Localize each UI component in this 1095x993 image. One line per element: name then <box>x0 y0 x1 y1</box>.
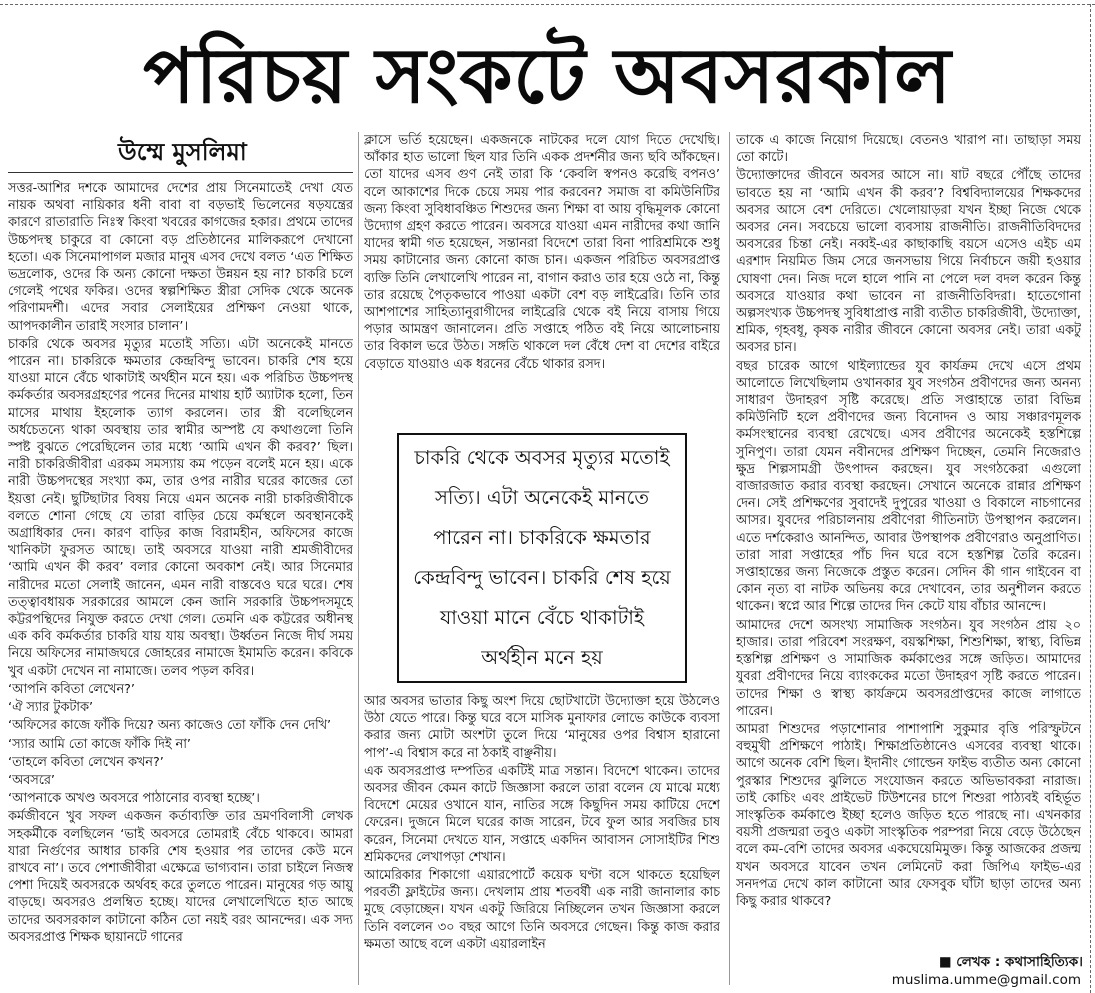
article-column-2-top <box>364 132 720 422</box>
paragraph: সত্তর-আশির দশকে আমাদের দেশের প্রায় সিনেমাতেই দেখা যেত নায়ক অথবা নায়িকার ধনী বাবা বা বড়ভাই ভিলেনের ষড়যন্ত্রের কারণে রাতারাতি নিঃস্ব কিংবা খবরের কাগজের হকার। প্রথমে তাদের উচ্চপদস্থ চাকুরে বা কোনো বড় প্রতিষ্ঠানের মালিকরূপে দেখানো হতো। এক সিনেমাপাগল মজার মানুষ এসব দেখে বলত ‘এত শিক্ষিত ভদ্রলোক, ওদের কি অন্য কোনো দক্ষতা উন্নয়ন হয় না? চাকরি চলে গেলেই পথের ফকির। ওদের স্বল্পশিক্ষিত স্ত্রীরা সেদিক থেকে অনেক পরিণামদর্শী। এদের সবার সেলাইয়ের প্রশিক্ষণ নেওয়া থাকে, আপদকালীন তারাই সংসার চালান’। <box>8 181 353 334</box>
paragraph: তাকে এ কাজে নিয়োগ দিয়েছে। বেতনও খারাপ না। তাছাড়া সময় তো কাটে। <box>736 133 1081 166</box>
right-dashed-border <box>1090 4 1091 993</box>
paragraph: উদ্যোক্তাদের জীবনে অবসর আসে না। ষাট বছরে পৌঁছে তাদের ভাবতে হয় না ‘আমি এখন কী করব’? বিশ্ববিদ্যালয়ের শিক্ষকদের অবসর আসে বেশ দেরিতে। খেলোয়াড়রা যখন ইচ্ছা নিজে থেকে অবসর নেন। সবচেয়ে ভালো ব্যবসায় রাজনীতি। রাজনীতিবিদদের অবসরের চিন্তা নেই। নব্বই-এর কাছাকাছি বয়সে এসেও এইচ এম এরশাদ নিয়মিত জিম সেরে জনসভায় গিয়ে নির্বাচনে জয়ী হওয়ার ঘোষণা দেন। নিজ দলে হালে পানি না পেলে দল বদল করেন কিন্তু অবসরে যাওয়ার কথা ভাবেন না রাজনীতিবিদরা। হাতেগোনা অল্পসংখ্যক উচ্চপদস্থ সুবিধাপ্রাপ্ত নারী ব্যতীত চাকরিজীবী, উদ্যোক্তা, শ্রমিক, গৃহবধূ, কৃষক নারীর জীবনে কোনো অবসর নেই। তারা একটু অবসর চান। <box>736 168 1081 356</box>
paragraph: বছর চারেক আগে থাইল্যান্ডের যুব কার্যক্রম দেখে এসে প্রথম আলোতে লিখেছিলাম ওখানকার যুব সংগঠন প্রবীণদের জন্য অনন্য সাধারণ উদাহরণ সৃষ্টি করেছে। প্রতি সপ্তাহান্তে তারা বিভিন্ন কমিউনিটি হলে প্রবীণদের জন্য বিনোদন ও আয় সঞ্চারণমূলক কর্মসংস্থানের ব্যবস্থা রেখেছে। এসব প্রবীণের অনেকেই হস্তশিল্পে সুনিপুণ। তারা যেমন নবীনদের প্রশিক্ষণ দিচ্ছেন, তেমনি নিজেরাও ক্ষুদ্র শিল্পসামগ্রী উৎপাদন করছেন। যুব সংগঠকেরা এগুলো বাজারজাত করার ব্যবস্থা করছেন। সেখানে অনেকে রান্নার প্রশিক্ষণ দেন। সেই প্রশিক্ষণের সুবাদেই দুপুরের খাওয়া ও বিকালে নাচগানের আসর। যুবদের পরিচালনায় প্রবীণেরা গীতিনাট্য উপস্থাপন করলেন। এতে দর্শকেরাও আনন্দিত, আবার উপস্থাপক প্রবীণেরাও অনুপ্রাণিত। তারা সারা সপ্তাহের পাঁচ দিন ঘরে বসে হস্তশিল্প তৈরি করেন। সপ্তাহান্তের জন্য নিজেকে প্রস্তুত করেন। সেদিন কী গান গাইবেন বা কোন নৃত্য বা নাটক অভিনয় করে দেখাবেন, তার অনুশীলন করতে থাকেন। স্বপ্নে আর শিল্পে তাদের দিন কেটে যায় বাঁচার আনন্দে। <box>736 358 1081 615</box>
pull-quote-box <box>397 433 687 683</box>
article-headline: পরিচয় সংকটে অবসরকাল <box>143 31 952 120</box>
dialogue-line: ‘অফিসের কাজে ফাঁকি দিয়ে? অন্য কাজেও তো ফাঁকি দেন দেখি’ <box>8 718 332 734</box>
article-column-2-bottom <box>364 693 720 990</box>
dialogue-line: ‘অবসরে’ <box>8 772 55 788</box>
dialogue-line: ‘আপনাকে অখণ্ড অবসরে পাঠানোর ব্যবস্থা হচ্ছে’। <box>8 791 260 807</box>
author-credit: ■ লেখক : কথাসাহিত্যিক। <box>938 954 1083 970</box>
paragraph: আমেরিকার শিকাগো এয়ারপোর্টে কয়েক ঘণ্টা বসে থাকতে হয়েছিল পরবর্তী ফ্লাইটের জন্য। দেখলাম প্রায় শতবর্ষী এক নারী জানালার কাচ মুছে বেড়াচ্ছেন। যখন একটু জিরিয়ে নিচ্ছিলেন তখন জিজ্ঞাসা করলে তিনি বললেন ৩০ বছর আগে তিনি অবসরে গেছেন। কিন্তু কাজ করার ক্ষমতা আছে বলে একটা এয়ারলাইন <box>364 868 720 952</box>
paragraph: আর অবসর ভাতার কিছু অংশ দিয়ে ছোটখাটো উদ্যোক্তা হয়ে উঠলেও উঠা যেতে পারে। কিন্তু ঘরে বসে মাসিক মুনাফার লোভে কাউকে ব্যবসা করার জন্য মোটা অংশটা তুলে দিয়ে ‘মানুষের ওপর বিশ্বাস হারানো পাপ’-এ বিশ্বাস করে না ঠকাই বাঞ্ছনীয়। <box>364 694 720 761</box>
dialogue-line: ‘ঐ স্যার টুকটাক’ <box>8 700 94 716</box>
article-column-1 <box>8 180 353 990</box>
paragraph: আমরা শিশুদের পড়াশোনার পাশাপাশি সুকুমার বৃত্তি পরিস্ফুটনে বহুমুখী প্রশিক্ষণে পাঠাই। শিক্ষাপ্রতিষ্ঠানেও এসবের ব্যবস্থা থাকে। আগে অনেক বেশি ছিল। ইদানীং গোল্ডেন ফাইভ ব্যতীত অন্য কোনো পুরস্কার শিশুদের ঝুলিতে সংযোজন করতে অভিভাবকরা নারাজ। তাই কোচিং এবং প্রাইভেট টিউশনের চাপে শিশুরা পাঠ্যবই বহির্ভূত সাংস্কৃতিক কর্মকাণ্ডে ইচ্ছা হলেও জড়িত হতে পারছে না। এখনকার বয়সী প্রজন্মরা তবুও একটা সাংস্কৃতিক পরম্পরা নিয়ে বেড়ে উঠেছেন বলে কম-বেশি তাদের অবসর একঘেয়েমিমুক্ত। কিন্তু আজকের প্রজন্ম যখন অবসরে যাবেন তখন লেমিনেট করা জিপিএ ফাইভ-এর সনদপত্র দেখে কাল কাটানো আর ফেসবুক ঘাঁটা ছাড়া তাদের অন্য কিছু করার থাকবে? <box>736 721 1081 909</box>
author-divider <box>8 172 353 173</box>
paragraph: আমাদের দেশে অসংখ্য সামাজিক সংগঠন। যুব সংগঠন প্রায় ২০ হাজার। তারা পরিবেশ সংরক্ষণ, বয়স্কশিক্ষা, শিশুশিক্ষা, স্বাস্থ্য, বিভিন্ন হস্তশিল্প প্রশিক্ষণ ও সামাজিক কর্মকাণ্ডের সঙ্গে জড়িত। আমাদের যুবরা প্রবীণদের নিয়ে ব্যাংককের মতো উদাহরণ সৃষ্টি করতে পারেন। তাদের শিক্ষা ও স্বাস্থ্য কার্যক্রমে অবসরপ্রাপ্তদের কাজে লাগাতে পারেন। <box>736 617 1081 719</box>
dialogue-line: ‘স্যার আমি তো কাজে ফাঁকি দিই না’ <box>8 736 191 752</box>
author-name: উম্মে মুসলিমা <box>118 138 247 166</box>
column-divider <box>729 132 730 985</box>
paragraph: এক অবসরপ্রাপ্ত দম্পতির একটিই মাত্র সন্তান। বিদেশে থাকেন। তাদের অবসর জীবন কেমন কাটে জিজ্ঞাসা করলে তারা বলেন যে মাঝে মধ্যে বিদেশে মেয়ের ওখানে যান, নাতির সঙ্গে কিছুদিন সময় কাটিয়ে দেশে ফেরেন। দুজনে মিলে ঘরের কাজ সারেন, টবে ফুল আর সবজির চাষ করেন, সিনেমা দেখতে যান, সপ্তাহে একদিন আবাসন সোসাইটির শিশু শ্রমিকদের লেখাপড়া শেখান। <box>364 763 720 865</box>
paragraph: কর্মজীবনে খুব সফল একজন কর্তাব্যক্তি তার ভ্রমণবিলাসী লেখক সহকর্মীকে বলছিলেন ‘ভাই অবসরে তোমরাই বেঁচে থাকবে। আমরা যারা নির্গুণের আধার চাকরি শেষ হওয়ার পর তাদের কেউ মনে রাখবে না’। তবে পেশাজীবীরা এক্ষেত্রে ভাগ্যবান। তারা চাইলে নিজস্ব পেশা দিয়েই অবসরকে অর্থবহ করে তুলতে পারেন। মানুষের গড় আয়ু বাড়ছে। অবসরও প্রলম্বিত হচ্ছে। যাদের লেখালেখিতে হাত আছে তাদের অবসরকাল কাটানো কঠিন তো নয়ই বরং আনন্দের। এক সদ্য অবসরপ্রাপ্ত শিক্ষক ছায়ানটে গানের <box>8 809 353 945</box>
column-divider <box>358 132 359 985</box>
paragraph: ক্লাসে ভর্তি হয়েছেন। একজনকে নাটকের দলে যোগ দিতে দেখেছি। আঁকার হাত ভালো ছিল যার তিনি একক প্রদর্শনীর জন্য ছবি আঁকছেন। তো যাদের এসব গুণ নেই তারা কি ‘কেবলি স্বপনও করেছি বপনও’ বলে আকাশের দিকে চেয়ে সময় পার করবেন? সমাজ বা কমিউনিটির জন্য কিংবা সুবিধাবঞ্চিত শিশুদের জন্য শিক্ষা বা আয় বৃদ্ধিমূলক কোনো উদ্যোগ গ্রহণ করতে পারেন। অবসরে যাওয়া এমন নারীদের কথা জানি যাদের স্বামী গত হয়েছেন, সন্তানরা বিদেশে তারা বিনা পারিশ্রমিকে শুধু সময় কাটানোর জন্য কোনো কাজ চান। একজন পরিচিত অবসরপ্রাপ্ত ব্যক্তি তিনি লেখালেখি পারেন না, বাগান করাও তার হয়ে ওঠে না, কিন্তু তার রয়েছে পৈতৃকভাবে পাওয়া একটা বেশ বড় লাইব্রেরি। তিনি তার আশপাশের সাহিত্যানুরাগীদের লাইব্রেরি থেকে বই নিয়ে বাসায় গিয়ে পড়ার আমন্ত্রণ জানালেন। প্রতি সপ্তাহে পঠিত বই নিয়ে আলোচনায় তার বিকাল ভরে উঠত। সঙ্গতি থাকলে দল বেঁধে দেশ বা দেশের বাইরে বেড়াতে যাওয়াও এক ধরনের বেঁচে থাকার রসদ। <box>364 133 720 372</box>
dialogue-line: ‘তাহলে কবিতা লেখেন কখন?’ <box>8 754 164 770</box>
pull-quote-text: চাকরি থেকে অবসর মৃত্যুর মতোই সত্যি। এটা অনেকেই মানতে পারেন না। চাকরিকে ক্ষমতার কেন্দ্রবিন্দু ভাবেন। চাকরি শেষ হয়ে যাওয়া মানে বেঁচে থাকাটাই অর্থহীন মনে হয় <box>413 446 671 669</box>
article-column-3 <box>736 132 1081 932</box>
paragraph: চাকরি থেকে অবসর মৃত্যুর মতোই সত্যি। এটা অনেকেই মানতে পারেন না। চাকরিকে ক্ষমতার কেন্দ্রবিন্দু ভাবেন। চাকরি শেষ হয়ে যাওয়া মানে বেঁচে থাকাটাই অর্থহীন মনে হয়। এক পরিচিত উচ্চপদস্থ কর্মকর্তার অবসরগ্রহণের পনের দিনের মাথায় হার্ট অ্যাটাক হলো, তিন মাসের মাথায় ইহলোক ত্যাগ করলেন। তার স্ত্রী বলেছিলেন অর্ধচেতন্যে থাকা অবস্থায় তার স্বামীর অস্পষ্ট যে কথাগুলো তিনি স্পষ্ট বুঝতে পেরেছিলেন তার মধ্যে ‘আমি এখন কী করব?’ ছিল। নারী চাকরিজীবীরা এরকম সমস্যায় কম পড়েন বলেই মনে হয়। একে নারী উচ্চপদস্থের সংখ্যা কম, তার ওপর নারীর ঘরের কাজের তো ইয়ত্তা নেই। ছুটিছাটার বিষয় নিয়ে এমন অনেক নারী চাকরিজীবীকে বলতে শোনা গেছে যে তারা বাড়ির চেয়ে কর্মস্থলে অবস্থানকেই অগ্রাধিকার দেন। কারণ বাড়ির কাজ বিরামহীন, অফিসের কাজে খানিকটা ফুরসত আছে। তাই অবসরে যাওয়া নারী শ্রমজীবীদের ‘আমি এখন কী করব’ বলার কোনো অবকাশ নেই। আর সিনেমার নারীদের মতো সেলাই জানেন, এমন নারী বাস্তবেও ঘরে ঘরে। শেষ তত্ত্বাবধায়ক সরকারের আমলে কেন জানি সরকারি উচ্চপদসমূহে কট্টরপন্থিদের নিযুক্ত করতে দেখা গেল। তেমনি এক কট্টরের অধীনস্থ এক কবি কর্মকর্তার চাকরি যায় যায় অবস্থা। উর্ধ্বতন নিজে দীর্ঘ সময় নিয়ে অফিসের নামাজঘরে জোহরের নামাজে ইমামতি করেন। কবিকে খুব একটা দেখেন না নামাজে। তলব পড়ল কবির। <box>8 336 353 679</box>
dialogue-line: ‘আপনি কবিতা লেখেন?’ <box>8 681 135 697</box>
top-dashed-border <box>0 4 1095 5</box>
author-email: muslima.umme@gmail.com <box>891 972 1081 988</box>
